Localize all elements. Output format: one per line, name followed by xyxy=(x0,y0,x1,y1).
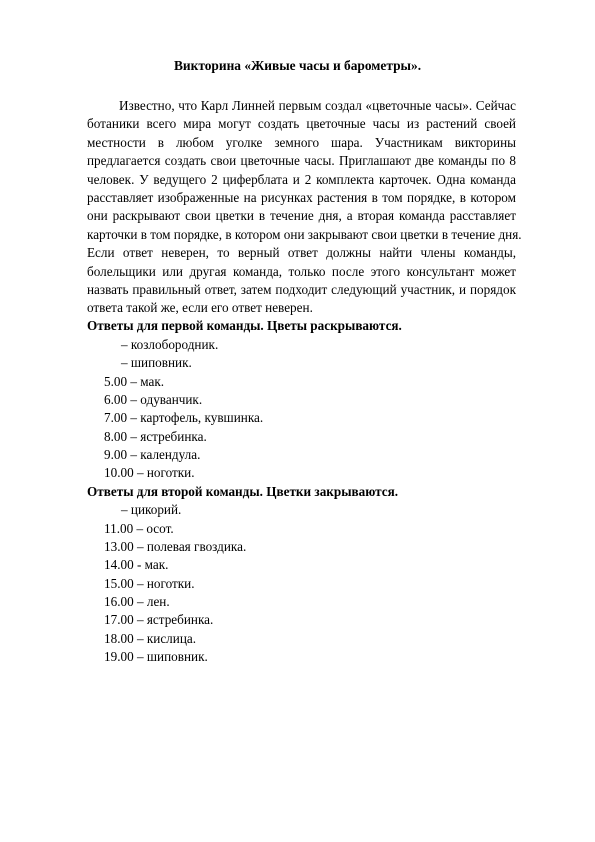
team1-list-item: 6.00 – одуванчик. xyxy=(104,392,203,407)
team1-list-item: 7.00 – картофель, кувшинка. xyxy=(104,410,264,425)
team1-list-item: 10.00 – ноготки. xyxy=(104,465,195,480)
team1-list-item: 8.00 – ястребинка. xyxy=(104,429,207,444)
team1-list-item: 5.00 – мак. xyxy=(104,374,165,389)
paragraph-line: болельщики или другая команда, только после этого консультант может xyxy=(87,263,516,279)
paragraph-line: расставляет изображенные на рисунках растения в том порядке, в котором xyxy=(87,189,516,205)
paragraph-line: ботаники всего мира могут создать цветочные часы из растений своей xyxy=(87,116,516,132)
paragraph-line: предлагается создать свои цветочные часы. Приглашают две команды по 8 xyxy=(87,153,516,169)
team2-heading: Ответы для второй команды. Цветки закрываются. xyxy=(87,484,399,499)
paragraph-line: они раскрывают свои цветки в течение дня, а вторая команда расставляет xyxy=(87,208,516,224)
team2-list-item: 16.00 – лен. xyxy=(104,594,170,609)
paragraph-line: Если ответ неверен, то верный ответ должны найти члены команды, xyxy=(87,245,516,261)
team2-list-item: 19.00 – шиповник. xyxy=(104,649,208,664)
paragraph-line: местности в любом уголке земного шара. Участникам викторины xyxy=(87,134,516,150)
document-title: Викторина «Живые часы и барометры». xyxy=(173,58,422,73)
team2-list-item: 15.00 – ноготки. xyxy=(104,576,195,591)
team2-list-item: 11.00 – осот. xyxy=(104,521,174,536)
team2-list-item: 14.00 - мак. xyxy=(104,557,169,572)
paragraph-line: Известно, что Карл Линней первым создал «цветочные часы». Сейчас xyxy=(119,98,516,113)
team2-list-item: 13.00 – полевая гвоздика. xyxy=(104,539,247,554)
team1-list-item: 9.00 – календула. xyxy=(104,447,201,462)
team1-heading: Ответы для первой команды. Цветы раскрываются. xyxy=(87,318,402,333)
paragraph-line: карточки в том порядке, в котором они закрывают свои цветки в течение дня. xyxy=(87,226,522,242)
paragraph-line: ответа такой же, если его ответ неверен. xyxy=(87,300,313,316)
team2-list-item: 17.00 – ястребинка. xyxy=(104,612,214,627)
team2-list-item: – цикорий. xyxy=(121,502,182,517)
team1-list-item: – шиповник. xyxy=(121,355,192,370)
paragraph-line: назвать правильный ответ, затем подходит следующий участник, и порядок xyxy=(87,281,516,297)
team1-list-item: – козлобородник. xyxy=(121,337,219,352)
team2-list-item: 18.00 – кислица. xyxy=(104,631,197,646)
intro-paragraph xyxy=(87,97,522,318)
paragraph-line: человек. У ведущего 2 циферблата и 2 комплекта карточек. Одна команда xyxy=(87,171,516,187)
